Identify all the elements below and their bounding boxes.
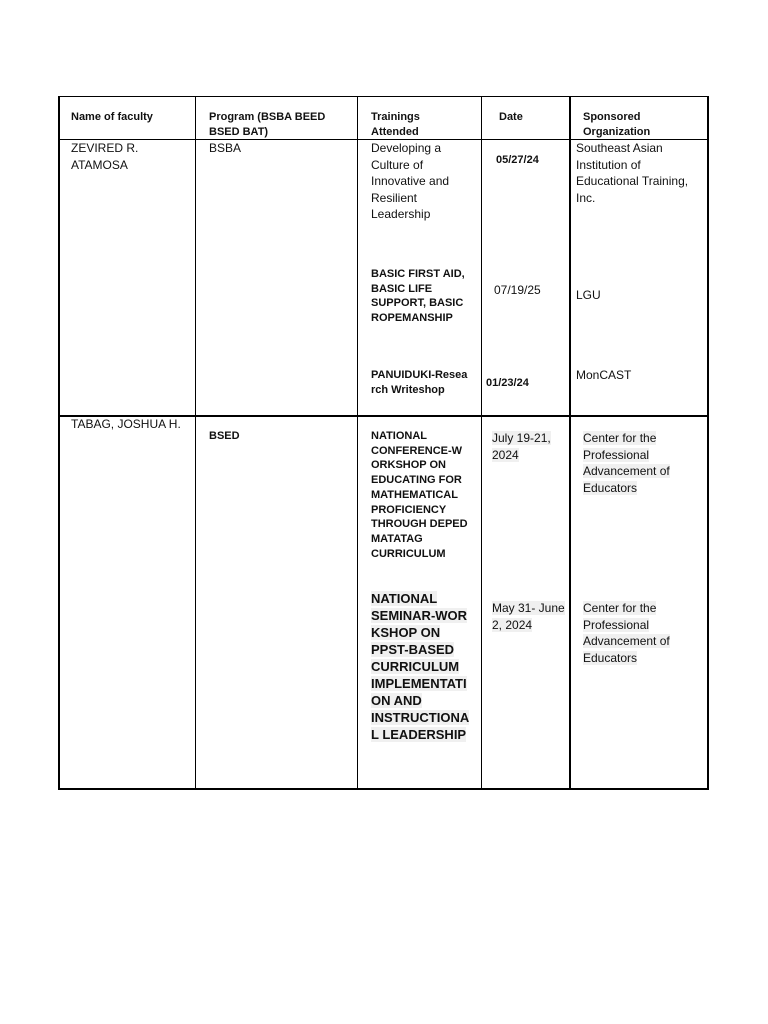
training-title-text: NATIONAL SEMINAR-WOR KSHOP ON PPST-BASED CURRICULUM IMPLEMENTATI ON AND INSTRUCTIONA L LEADERSHIP [371,591,470,742]
training-date [492,600,568,633]
training-title: BASIC FIRST AID, BASIC LIFE SUPPORT, BASIC ROPEMANSHIP [371,268,465,325]
training-date: 05/27/24 [496,154,539,166]
header-date: Date [499,111,523,123]
header-program: Program (BSBA BEED BSED BAT) [209,111,326,138]
training-date-text: July 19-21, 2024 [492,431,551,462]
training-title: PANUIDUKI-Resea rch Writeshop [371,369,468,396]
training-title: Developing a Culture of Innovative and Resilient Leadership [371,141,450,221]
training-date-text: May 31- June 2, 2024 [492,601,565,632]
table-border-top [58,96,709,97]
training-organization-text: Center for the Professional Advancement of Educators [583,431,670,495]
header-name-of-faculty: Name of faculty [71,111,153,123]
column-divider [357,96,358,790]
training-organization: LGU [576,288,601,302]
faculty-program: BSED [209,430,240,442]
column-divider [481,96,482,790]
training-organization: MonCAST [576,368,632,382]
column-divider [195,96,196,790]
training-title [371,590,475,743]
training-organization-text: Center for the Professional Advancement of Educators [583,601,670,665]
training-date: 07/19/25 [494,283,541,297]
training-organization [583,430,683,496]
header-sponsored-organization: Sponsored Organization [583,111,651,138]
training-date: 01/23/24 [486,377,529,389]
table-border-right [707,96,709,790]
column-divider [569,96,571,790]
training-title: NATIONAL CONFERENCE-W ORKSHOP ON EDUCATING FOR MATHEMATICAL PROFICIENCY THROUGH DEPED MATATAG CURRICULUM [371,430,468,560]
training-organization: Southeast Asian Institution of Educational Training, Inc. [576,141,689,205]
faculty-name: ZEVIRED R. ATAMOSA [71,141,139,172]
faculty-program: BSBA [209,141,242,155]
training-date [492,430,568,463]
table-border-bottom [58,788,709,790]
header-trainings-attended: Trainings Attended [371,111,420,138]
faculty-trainings-table [58,96,709,790]
training-organization [583,600,683,666]
table-border-left [58,96,60,790]
faculty-name: TABAG, JOSHUA H. [71,417,181,431]
